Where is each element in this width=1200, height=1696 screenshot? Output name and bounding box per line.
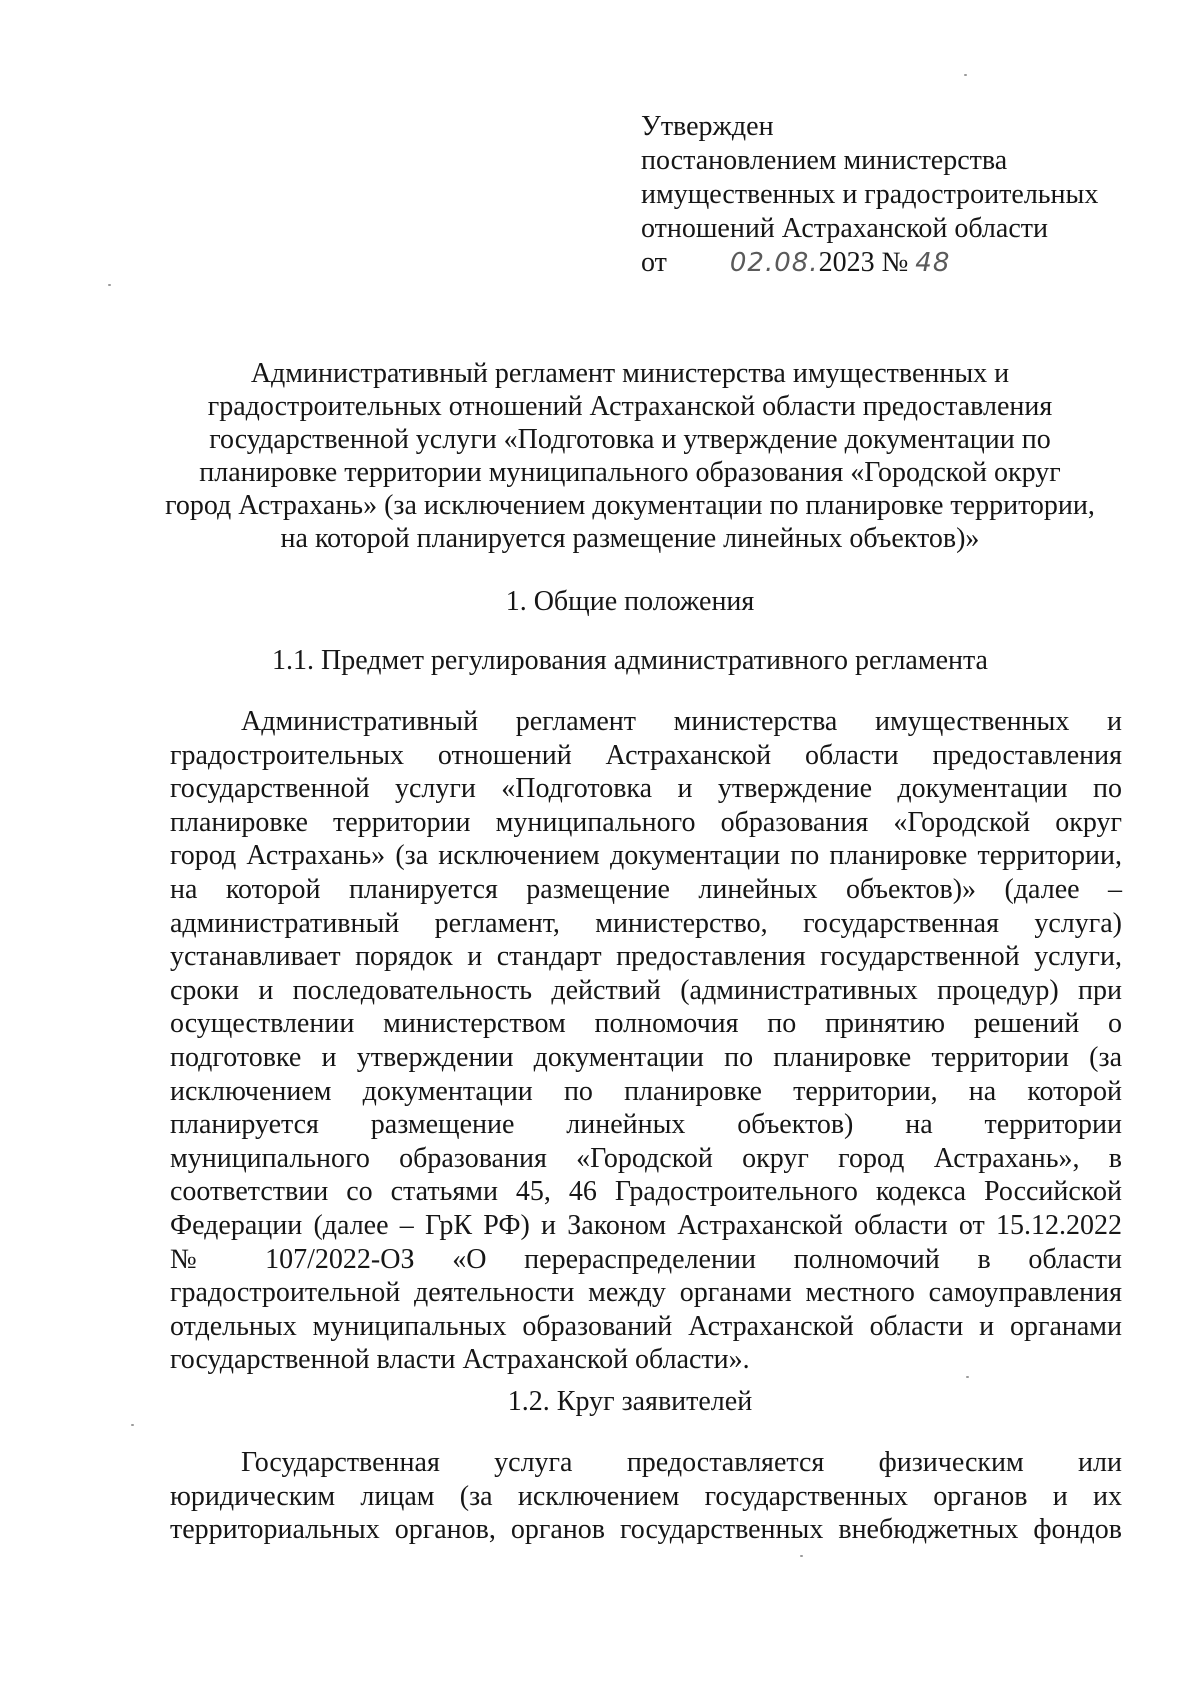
paragraph-line: муниципального образования «Городской округ город Астрахань», в: [170, 1142, 1122, 1174]
approval-block: [641, 110, 1161, 280]
paragraph-line: Федерации (далее – ГрК РФ) и Законом Астраханской области от 15.12.2022: [170, 1209, 1122, 1241]
approval-line-4: отношений Астраханской области: [641, 213, 1048, 244]
handwritten-date: 02.08.: [729, 248, 819, 278]
paragraph-line: соответствии со статьями 45, 46 Градостроительного кодекса Российской: [170, 1176, 1122, 1208]
approval-line-3: имущественных и градостроительных: [641, 179, 1099, 210]
paragraph-line: город Астрахань» (за исключением документации по планировке территории,: [170, 840, 1122, 872]
approval-line-1: Утвержден: [641, 111, 774, 142]
paragraph-line: отдельных муниципальных образований Астраханской области и органами: [170, 1310, 1122, 1342]
scan-speck: [966, 1376, 969, 1378]
paragraph-line: территориальных органов, органов государственных внебюджетных фондов: [170, 1514, 1122, 1546]
scan-speck: [131, 1424, 134, 1426]
paragraph-line: устанавливает порядок и стандарт предоставления государственной услуги,: [170, 941, 1122, 973]
paragraph-line: Государственная услуга предоставляется физическим или: [241, 1447, 1122, 1478]
paragraph-line: подготовке и утверждении документации по планировке территории (за: [170, 1041, 1122, 1073]
scan-speck: [108, 284, 111, 286]
approval-year: 2023: [818, 247, 875, 278]
section-1-2-heading: 1.2. Круг заявителей: [507, 1386, 753, 1417]
paragraph-line: административный регламент, министерство, государственная услуга): [170, 907, 1122, 939]
paragraph-line: сроки и последовательность действий (административных процедур) при: [170, 974, 1122, 1006]
paragraph-line: Административный регламент министерства имущественных и: [241, 706, 1122, 737]
paragraph-line: государственной власти Астраханской области».: [170, 1344, 750, 1376]
title-line: планировке территории муниципального образования «Городской округ: [199, 457, 1061, 488]
document-title: [150, 357, 1110, 555]
paragraph-line: планировке территории муниципального образования «Городской округ: [170, 806, 1122, 838]
paragraph-line: на которой планируется размещение линейных объектов)» (далее –: [170, 873, 1122, 905]
paragraph-line: исключением документации по планировке территории, на которой: [170, 1075, 1122, 1107]
title-line: государственной услуги «Подготовка и утверждение документации по: [209, 424, 1051, 455]
approval-number-sign: №: [881, 247, 909, 278]
title-line: на которой планируется размещение линейных объектов)»: [280, 523, 980, 554]
handwritten-number: 48: [915, 248, 951, 278]
approval-date-prefix: от: [641, 247, 667, 278]
section-1-heading: 1. Общие положения: [505, 586, 755, 617]
section-1-1-heading: 1.1. Предмет регулирования административного регламента: [272, 645, 988, 676]
paragraph-line: юридическим лицам (за исключением государственных органов и их: [170, 1480, 1122, 1512]
title-line: Административный регламент министерства имущественных и: [250, 358, 1010, 389]
section-1-2-paragraph: [170, 1446, 1122, 1547]
title-line: градостроительных отношений Астраханской области предоставления: [207, 391, 1053, 422]
scan-speck: [800, 1555, 803, 1557]
paragraph-line: № 107/2022-ОЗ «О перераспределении полномочий в области: [170, 1243, 1122, 1275]
paragraph-line: градостроительных отношений Астраханской области предоставления: [170, 739, 1122, 771]
scan-speck: [964, 74, 967, 76]
title-line: город Астрахань» (за исключением документации по планировке территории,: [165, 490, 1095, 521]
paragraph-line: государственной услуги «Подготовка и утверждение документации по: [170, 773, 1122, 805]
approval-date-line: [641, 246, 1161, 280]
section-1-1-paragraph: [170, 705, 1122, 1377]
paragraph-line: осуществлении министерством полномочия по принятию решений о: [170, 1008, 1122, 1040]
paragraph-line: градостроительной деятельности между органами местного самоуправления: [170, 1277, 1122, 1309]
approval-line-2: постановлением министерства: [641, 145, 1008, 176]
paragraph-line: планируется размещение линейных объектов) на территории: [170, 1109, 1122, 1141]
